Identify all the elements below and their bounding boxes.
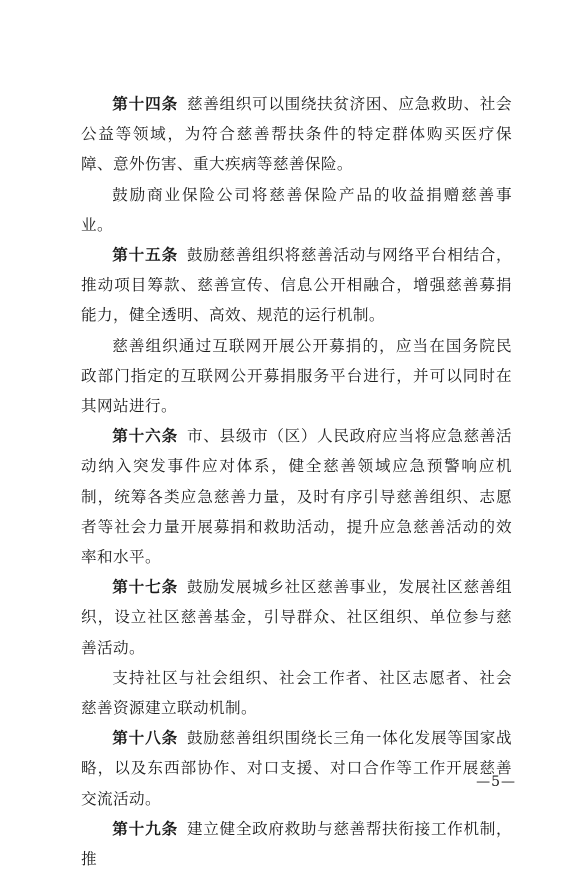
paragraph-text: 市、县级市（区）人民政府应当将应急慈善活动纳入突发事件应对体系，健全慈善领域应急预警响应机制，统筹各类应急慈善力量，及时有序引导慈善组织、志愿者等社会力量开展募捐和救助活动，提升应急慈善活动的效率和水平。 — [81, 427, 512, 567]
paragraph-text: 慈善组织通过互联网开展公开募捐的，应当在国务院民政部门指定的互联网公开募捐服务平台进行，并可以同时在其网站进行。 — [81, 336, 512, 416]
paragraph-text: 建立健全政府救助与慈善帮扶衔接工作机制，推 — [81, 819, 512, 869]
article-heading: 第十四条 — [112, 95, 179, 113]
article-heading: 第十七条 — [112, 578, 179, 597]
paragraph-community-linkage — [81, 663, 512, 723]
paragraph-text: 支持社区与社会组织、社会工作者、社区志愿者、社会慈善资源建立联动机制。 — [81, 668, 512, 718]
page-number: —5— — [476, 774, 516, 790]
paragraph-text: 鼓励商业保险公司将慈善保险产品的收益捐赠慈善事业。 — [81, 185, 512, 234]
paragraph-article-15 — [81, 240, 512, 331]
paragraph-text: 慈善组织可以围绕扶贫济困、应急救助、社会公益等领域，为符合慈善帮扶条件的特定群体购买医疗保障、意外伤害、重大疾病等慈善保险。 — [81, 95, 512, 174]
paragraph-insurance — [81, 180, 512, 240]
article-heading: 第十八条 — [112, 729, 179, 748]
paragraph-article-18 — [81, 723, 512, 814]
paragraph-text: 鼓励发展城乡社区慈善事业，发展社区慈善组织，设立社区慈善基金，引导群众、社区组织、单位参与慈善活动。 — [81, 578, 512, 657]
article-heading: 第十五条 — [112, 246, 179, 265]
paragraph-article-14 — [81, 89, 512, 180]
paragraph-article-19 — [81, 814, 512, 874]
paragraph-text: 鼓励慈善组织将慈善活动与网络平台相结合，推动项目筹款、慈善宣传、信息公开相融合，增强慈善募捐能力，健全透明、高效、规范的运行机制。 — [81, 246, 512, 325]
paragraph-article-16 — [81, 421, 512, 572]
paragraph-online-fundraising — [81, 331, 512, 422]
article-heading: 第十九条 — [112, 819, 179, 838]
article-heading: 第十六条 — [112, 427, 179, 446]
document-body — [81, 89, 512, 874]
paragraph-article-17 — [81, 572, 512, 663]
paragraph-text: 鼓励慈善组织围绕长三角一体化发展等国家战略，以及东西部协作、对口支援、对口合作等工作开展慈善交流活动。 — [81, 729, 512, 808]
